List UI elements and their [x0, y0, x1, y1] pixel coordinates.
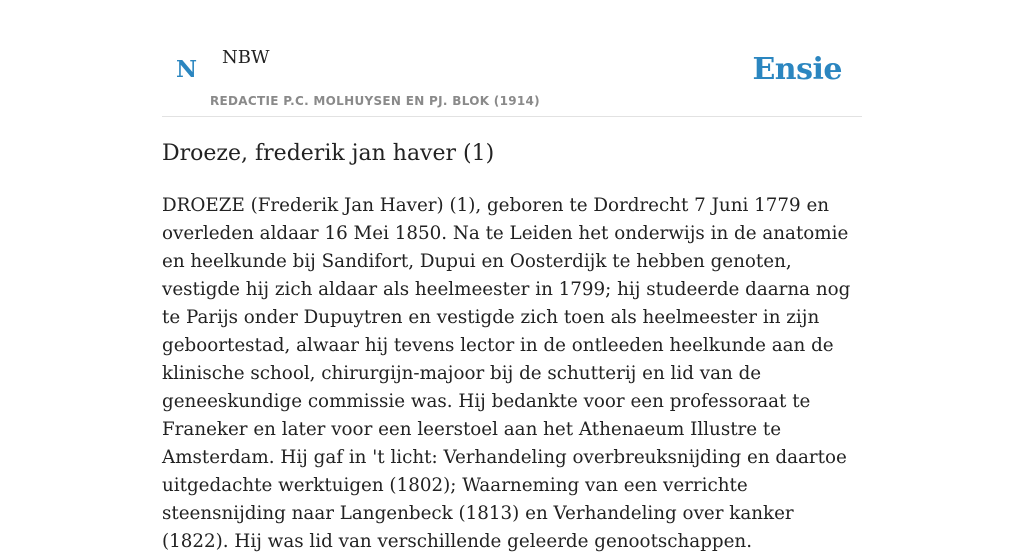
article-body: DROEZE (Frederik Jan Haver) (1), geboren te Dordrecht 7 Juni 1779 en overleden aldaar 16 Mei 1850. Na te Leiden het onderwijs in de anatomie en heelkunde bij Sandifort, Dupui en Oosterdijk te hebben genoten, vestigde hij zich aldaar als heelmeester in 1799; hij studeerde daarna nog te Parijs onder Dupuytren en vestigde zich toen als heelmeester in zijn geboortestad, alwaar hij tevens lector in de ontleeden heelkunde aan de klinische school, chirurgijn-majoor bij de schutterij en lid van de geneeskundige commissie was. Hij bedankte voor een professoraat te Franeker en later voor een leerstoel aan het Athenaeum Illustre te Amsterdam. Hij gaf in 't licht: Verhandeling overbreuksnijding en daartoe uitgedachte werktuigen (1802); Waarneming van een verrichte steensnijding naar Langenbeck (1813) en Verhandeling over kanker (1822). Hij was lid van verschillende geleerde genootschappen. [162, 195, 851, 552]
source-subtitle: REDACTIE P.C. MOLHUYSEN EN PJ. BLOK (1914) [210, 94, 540, 108]
brand-logo-link[interactable]: Ensie [752, 52, 842, 87]
source-logo: N [176, 56, 198, 83]
source-header [162, 0, 862, 117]
source-name-link[interactable]: NBW [222, 47, 270, 68]
article-title: Droeze, frederik jan haver (1) [162, 141, 495, 166]
